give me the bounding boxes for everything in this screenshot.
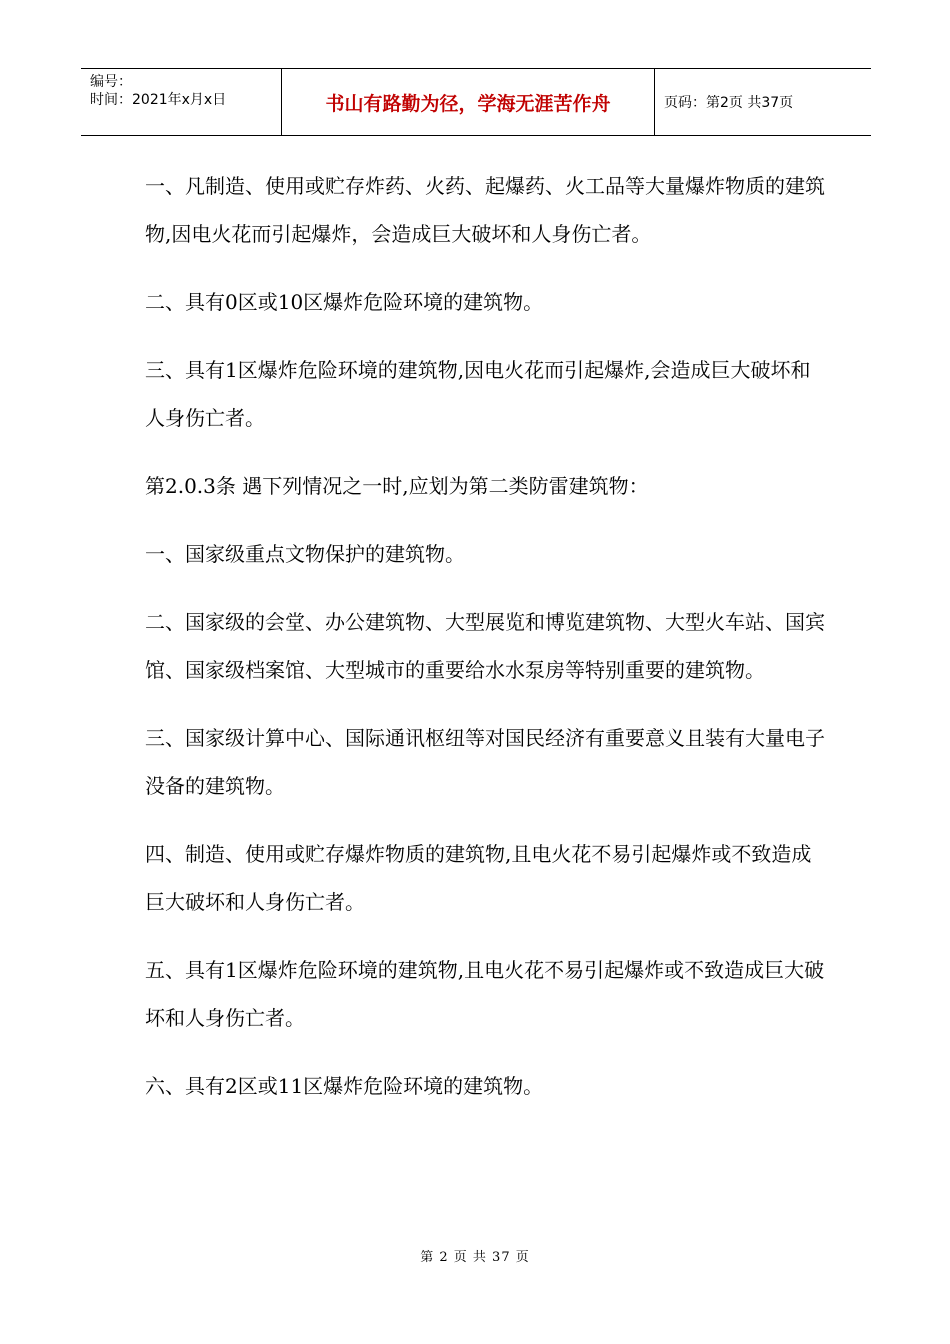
- header-meta: [81, 69, 282, 135]
- paragraph: 二、国家级的会堂、办公建筑物、大型展览和博览建筑物、大型火车站、国宾馆、国家级档案馆、大型城市的重要给水水泵房等特别重要的建筑物。: [145, 610, 825, 682]
- header-motto: 书山有路勤为径，学海无涯苦作舟: [282, 69, 655, 135]
- document-date-label: 时间：2021年x月x日: [90, 92, 227, 108]
- header-page-info: 页码：第2页 共37页: [664, 95, 794, 111]
- document-number-label: 编号：: [90, 74, 132, 90]
- paragraph: 一、凡制造、使用或贮存炸药、火药、起爆药、火工品等大量爆炸物质的建筑物,因电火花而引起爆炸，会造成巨大破坏和人身伤亡者。: [145, 174, 825, 246]
- paragraph: 三、国家级计算中心、国际通讯枢纽等对国民经济有重要意义且装有大量电子没备的建筑物。: [145, 726, 825, 798]
- page-header: [81, 68, 871, 136]
- paragraph: 二、具有0区或10区爆炸危险环境的建筑物。: [145, 290, 544, 314]
- document-body: [145, 162, 825, 1130]
- paragraph: 五、具有1区爆炸危险环境的建筑物,且电火花不易引起爆炸或不致造成巨大破坏和人身伤亡者。: [145, 958, 825, 1030]
- page-footer: 第 2 页 共 37 页: [420, 1250, 530, 1265]
- paragraph: 一、国家级重点文物保护的建筑物。: [145, 542, 465, 566]
- paragraph: 六、具有2区或11区爆炸危险环境的建筑物。: [145, 1074, 544, 1098]
- paragraph: 三、具有1区爆炸危险环境的建筑物,因电火花而引起爆炸,会造成巨大破坏和人身伤亡者。: [145, 358, 811, 430]
- paragraph: 四、制造、使用或贮存爆炸物质的建筑物,且电火花不易引起爆炸或不致造成巨大破坏和人身伤亡者。: [145, 842, 812, 914]
- article-heading: 第2.0.3条 遇下列情况之一时,应划为第二类防雷建筑物：: [145, 474, 649, 498]
